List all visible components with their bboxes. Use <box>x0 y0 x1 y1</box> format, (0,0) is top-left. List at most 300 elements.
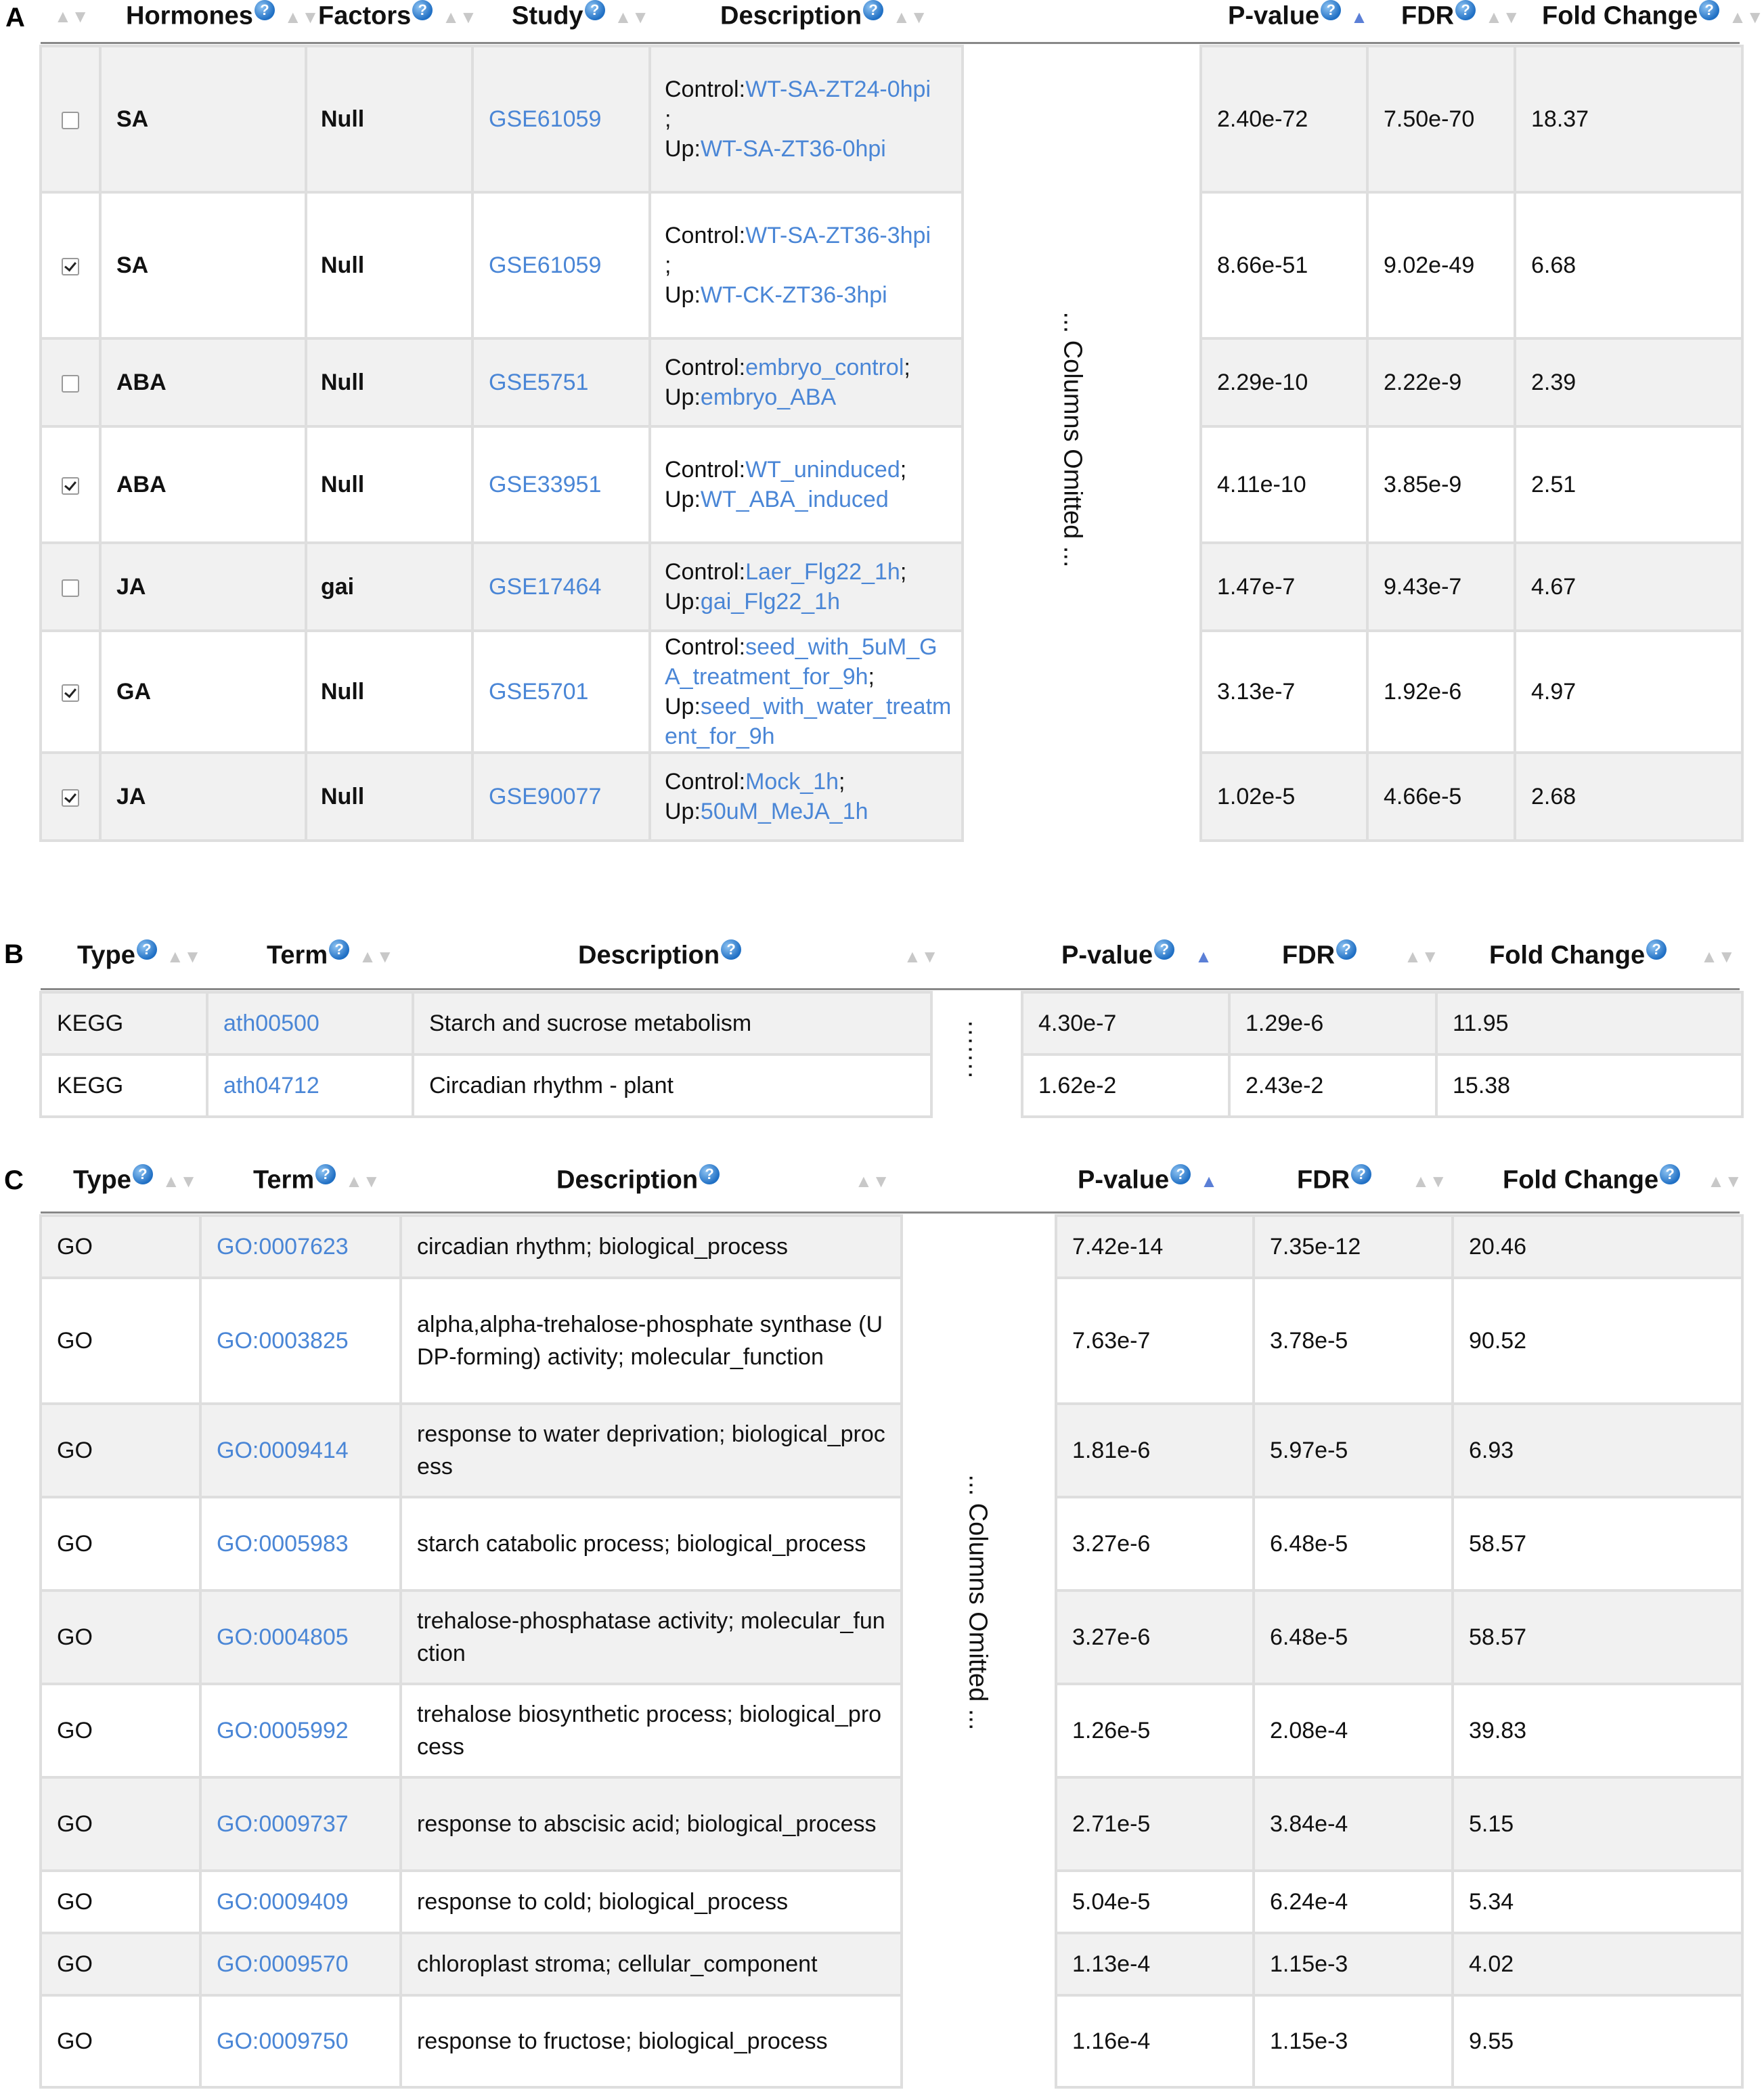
table-row <box>41 1684 1742 1777</box>
hormone-value: JA <box>116 783 146 809</box>
sort-icon: ▲▼ <box>1485 7 1520 28</box>
column-header-description[interactable]: Description ? ▲▼ <box>720 1 928 30</box>
sort-icon: ▲▼ <box>1412 1171 1447 1192</box>
term-cell <box>200 1278 401 1404</box>
type-cell <box>41 1684 200 1777</box>
type-cell <box>41 1404 200 1497</box>
hormone-value: ABA <box>116 369 167 395</box>
hormone-value: SA <box>116 106 149 132</box>
description-cell <box>401 1497 902 1591</box>
pvalue-cell <box>1056 1871 1254 1933</box>
description-cell <box>650 631 963 753</box>
help-icon[interactable]: ? <box>329 939 349 960</box>
table-row <box>41 1497 1742 1591</box>
fdr-cell <box>1367 192 1515 338</box>
help-icon[interactable]: ? <box>721 939 741 960</box>
fdr-value: 7.50e-70 <box>1384 106 1475 132</box>
header-divider <box>41 1211 1740 1214</box>
fdr-cell <box>1254 1216 1453 1278</box>
fdr-cell <box>1367 543 1515 631</box>
up-label: Up: <box>665 282 701 308</box>
omitted-columns-gap <box>931 992 1022 1117</box>
fdr-cell <box>1367 426 1515 543</box>
study-link[interactable]: GSE61059 <box>489 252 602 278</box>
help-icon[interactable]: ? <box>699 1164 720 1184</box>
table-row <box>41 1591 1742 1684</box>
fdr-value: 9.43e-7 <box>1384 573 1462 600</box>
fold-change-value: 9.55 <box>1469 2028 1514 2054</box>
table-row <box>41 1777 1742 1871</box>
up-sample-link[interactable]: gai_Flg22_1h <box>700 589 840 615</box>
description-cell <box>413 1054 931 1117</box>
pvalue-cell <box>1201 46 1367 192</box>
column-header-description[interactable]: Description ? ▲▼ <box>578 941 939 970</box>
description-cell <box>401 1404 902 1497</box>
term-link[interactable]: GO:0003825 <box>217 1327 349 1354</box>
control-label: Control: <box>665 76 746 102</box>
sort-icon: ▲▼ <box>1700 946 1736 967</box>
pvalue-cell <box>1056 1216 1254 1278</box>
row-checkbox[interactable] <box>62 375 79 393</box>
term-cell <box>200 1404 401 1497</box>
up-label: Up: <box>665 694 701 719</box>
control-sample-link[interactable]: WT-SA-ZT24-0hpi <box>745 76 931 102</box>
sort-icon: ▲▼ <box>1729 7 1764 28</box>
row-checkbox[interactable] <box>62 112 79 129</box>
panel-b-table <box>39 991 1744 1118</box>
description-cell <box>401 1933 902 1995</box>
row-checkbox[interactable] <box>62 579 79 597</box>
description-value: response to abscisic acid; biological_process <box>417 1811 877 1837</box>
separator-text: ; <box>904 355 910 380</box>
term-link[interactable]: GO:0007623 <box>217 1233 349 1260</box>
fdr-value: 6.48e-5 <box>1270 1624 1348 1650</box>
fold-change-cell <box>1453 1684 1742 1777</box>
fdr-value: 2.08e-4 <box>1270 1717 1348 1743</box>
fdr-cell <box>1367 46 1515 192</box>
help-icon[interactable]: ? <box>137 939 157 960</box>
table-row <box>41 753 1742 841</box>
pvalue-cell <box>1056 1497 1254 1591</box>
fdr-value: 1.15e-3 <box>1270 1951 1348 1977</box>
row-checkbox[interactable] <box>62 684 79 702</box>
pvalue-cell <box>1201 426 1367 543</box>
type-cell <box>41 1216 200 1278</box>
help-icon[interactable]: ? <box>1351 1164 1371 1184</box>
column-header-fold-change[interactable]: Fold Change ? ▲▼ <box>1489 941 1736 970</box>
header-divider <box>41 42 1740 44</box>
fold-change-value: 4.97 <box>1531 678 1576 705</box>
type-cell <box>41 1054 207 1117</box>
panel-c-table <box>39 1214 1744 2089</box>
fold-change-cell <box>1515 426 1742 543</box>
panel-c-header <box>41 1163 1740 1197</box>
description-value: circadian rhythm; biological_process <box>417 1234 789 1260</box>
term-cell <box>200 1591 401 1684</box>
type-cell <box>41 1871 200 1933</box>
term-link[interactable]: GO:0004805 <box>217 1624 349 1650</box>
study-link[interactable]: GSE61059 <box>489 106 602 132</box>
row-checkbox[interactable] <box>62 258 79 275</box>
type-value: GO <box>57 1888 93 1915</box>
fdr-cell <box>1254 1278 1453 1404</box>
factor-value: Null <box>321 471 365 497</box>
table-row <box>41 1216 1742 1278</box>
control-sample-link[interactable]: Laer_Flg22_1h <box>745 559 900 585</box>
row-select-cell <box>41 426 100 543</box>
column-header-study[interactable]: Study ? ▲▼ <box>512 1 650 30</box>
type-value: GO <box>57 1810 93 1837</box>
pvalue-cell <box>1056 1278 1254 1404</box>
fold-change-cell <box>1436 1054 1742 1117</box>
fold-change-value: 20.46 <box>1469 1233 1527 1260</box>
pvalue-cell <box>1056 1777 1254 1871</box>
up-label: Up: <box>665 589 701 615</box>
up-sample-link[interactable]: seed_with_water_treatment_for_9h <box>665 694 952 749</box>
pvalue-cell <box>1056 1404 1254 1497</box>
description-value: response to cold; biological_process <box>417 1889 789 1915</box>
panel-a-label: A <box>5 3 25 32</box>
term-link[interactable]: GO:0009570 <box>217 1951 349 1977</box>
help-icon[interactable]: ? <box>1170 1164 1191 1184</box>
study-link[interactable]: GSE17464 <box>489 573 602 600</box>
fold-change-value: 15.38 <box>1453 1072 1511 1098</box>
row-select-cell <box>41 543 100 631</box>
type-value: KEGG <box>57 1010 124 1036</box>
help-icon[interactable]: ? <box>315 1164 336 1184</box>
type-cell <box>41 1933 200 1995</box>
description-cell <box>413 992 931 1054</box>
sort-icon: ▲▼ <box>614 7 650 28</box>
term-link[interactable]: GO:0009737 <box>217 1810 349 1837</box>
up-sample-link[interactable]: 50uM_MeJA_1h <box>700 799 868 824</box>
row-checkbox[interactable] <box>62 789 79 807</box>
fdr-value: 3.84e-4 <box>1270 1810 1348 1837</box>
table-row <box>41 631 1742 753</box>
help-icon[interactable]: ? <box>1646 939 1667 960</box>
sort-icon: ▲▼ <box>904 946 939 967</box>
hormone-value: ABA <box>116 471 167 497</box>
term-link[interactable]: GO:0009409 <box>217 1888 349 1915</box>
fold-change-value: 58.57 <box>1469 1530 1527 1557</box>
term-link[interactable]: GO:0009750 <box>217 2028 349 2054</box>
pvalue-value: 7.42e-14 <box>1072 1233 1164 1260</box>
fdr-cell <box>1254 1497 1453 1591</box>
fold-change-value: 5.34 <box>1469 1888 1514 1915</box>
type-cell <box>41 1497 200 1591</box>
table-row <box>41 338 1742 426</box>
column-header-type[interactable]: Type ? ▲▼ <box>73 1165 198 1195</box>
type-cell <box>41 1278 200 1404</box>
term-link[interactable]: GO:0005992 <box>217 1717 349 1743</box>
column-header-fold-change[interactable]: Fold Change ? ▲▼ <box>1542 1 1764 30</box>
table-row <box>41 426 1742 543</box>
fold-change-cell <box>1515 631 1742 753</box>
row-select-cell <box>41 192 100 338</box>
study-cell <box>472 338 650 426</box>
table-row <box>41 1278 1742 1404</box>
column-header-term[interactable]: Term ? ▲▼ <box>267 941 394 970</box>
columns-omitted-label: ... Columns Omitted ... <box>963 1474 992 1731</box>
fdr-value: 1.15e-3 <box>1270 2028 1348 2054</box>
up-sample-link[interactable]: WT-SA-ZT36-0hpi <box>700 136 886 162</box>
column-header-fdr[interactable]: FDR ? ▲▼ <box>1401 1 1520 30</box>
pvalue-value: 5.04e-5 <box>1072 1888 1151 1915</box>
description-cell <box>401 1995 902 2087</box>
fold-change-value: 5.15 <box>1469 1810 1514 1837</box>
fdr-value: 2.22e-9 <box>1384 369 1462 395</box>
factor-cell <box>306 753 472 841</box>
panel-a-table <box>39 45 1744 842</box>
help-icon[interactable]: ? <box>1455 0 1476 20</box>
row-checkbox[interactable] <box>62 477 79 495</box>
sort-icon: ▲▼ <box>359 946 394 967</box>
pvalue-value: 1.62e-2 <box>1038 1072 1117 1098</box>
type-value: GO <box>57 1233 93 1260</box>
pvalue-cell <box>1022 992 1229 1054</box>
fold-change-value: 90.52 <box>1469 1327 1527 1354</box>
type-value: GO <box>57 2028 93 2054</box>
description-value: response to fructose; biological_process <box>417 2028 828 2054</box>
pvalue-value: 3.13e-7 <box>1217 678 1296 705</box>
factor-cell <box>306 192 472 338</box>
description-cell <box>650 543 963 631</box>
term-link[interactable]: ath04712 <box>223 1072 319 1098</box>
factor-value: Null <box>321 678 365 705</box>
table-row <box>41 1995 1742 2087</box>
separator-text: ; <box>900 559 907 585</box>
sort-icon: ▲▼ <box>1404 946 1439 967</box>
control-label: Control: <box>665 457 746 483</box>
row-select-cell <box>41 631 100 753</box>
term-cell <box>200 1871 401 1933</box>
factor-cell <box>306 631 472 753</box>
description-cell <box>401 1871 902 1933</box>
up-label: Up: <box>665 799 701 824</box>
fold-change-value: 39.83 <box>1469 1717 1527 1743</box>
study-cell <box>472 46 650 192</box>
type-value: GO <box>57 1624 93 1650</box>
fold-change-value: 4.67 <box>1531 573 1576 600</box>
fdr-value: 3.85e-9 <box>1384 471 1462 497</box>
fold-change-cell <box>1453 1777 1742 1871</box>
pvalue-cell <box>1056 1591 1254 1684</box>
fold-change-cell <box>1515 753 1742 841</box>
column-header-pvalue[interactable]: P-value ? ▲ <box>1078 1165 1218 1195</box>
description-value: Circadian rhythm - plant <box>429 1073 674 1098</box>
fold-change-cell <box>1453 1591 1742 1684</box>
help-icon[interactable]: ? <box>585 0 605 20</box>
fdr-value: 1.29e-6 <box>1245 1010 1324 1036</box>
term-link[interactable]: ath00500 <box>223 1010 319 1036</box>
column-header-fdr[interactable]: FDR ? ▲▼ <box>1282 941 1439 970</box>
study-link[interactable]: GSE90077 <box>489 783 602 809</box>
up-label: Up: <box>665 384 701 410</box>
term-cell <box>200 1684 401 1777</box>
fdr-cell <box>1367 753 1515 841</box>
type-cell <box>41 1591 200 1684</box>
term-link[interactable]: GO:0009414 <box>217 1437 349 1463</box>
sort-icon: ▲▼ <box>284 7 319 28</box>
table-row <box>41 1871 1742 1933</box>
sort-icon: ▲▼ <box>166 946 202 967</box>
hormone-cell <box>100 631 306 753</box>
factor-cell <box>306 338 472 426</box>
fdr-value: 9.02e-49 <box>1384 252 1475 278</box>
pvalue-cell <box>1201 338 1367 426</box>
header-divider <box>41 988 1740 990</box>
panel-c-label: C <box>4 1165 24 1195</box>
factor-value: Null <box>321 106 365 132</box>
description-cell <box>401 1684 902 1777</box>
sort-icon: ▲▼ <box>855 1171 890 1192</box>
hormone-cell <box>100 192 306 338</box>
description-cell <box>401 1591 902 1684</box>
control-sample-link[interactable]: WT-SA-ZT36-3hpi <box>745 223 931 248</box>
pvalue-value: 7.63e-7 <box>1072 1327 1151 1354</box>
fold-change-cell <box>1515 192 1742 338</box>
help-icon[interactable]: ? <box>1321 0 1341 20</box>
fold-change-value: 2.68 <box>1531 783 1576 809</box>
fdr-cell <box>1254 1404 1453 1497</box>
pvalue-cell <box>1022 1054 1229 1117</box>
control-label: Control: <box>665 355 746 380</box>
hormone-value: SA <box>116 252 149 278</box>
term-cell <box>207 1054 413 1117</box>
row-select-cell <box>41 753 100 841</box>
column-header-omitted-spacer <box>899 1163 1057 1197</box>
row-select-cell <box>41 46 100 192</box>
control-sample-link[interactable]: embryo_control <box>745 355 904 380</box>
fold-change-cell <box>1453 1995 1742 2087</box>
control-label: Control: <box>665 223 746 248</box>
fdr-cell <box>1229 992 1436 1054</box>
separator-text: ; <box>900 457 907 483</box>
column-header-hormones[interactable]: Hormones ? ▲▼ <box>126 1 319 30</box>
help-icon[interactable]: ? <box>1336 939 1357 960</box>
fold-change-cell <box>1453 1278 1742 1404</box>
hormone-cell <box>100 426 306 543</box>
sort-icon: ▲▼ <box>893 7 928 28</box>
control-sample-link[interactable]: WT_uninduced <box>745 457 900 483</box>
hormone-cell <box>100 753 306 841</box>
term-link[interactable]: GO:0005983 <box>217 1530 349 1557</box>
control-sample-link[interactable]: Mock_1h <box>745 769 839 795</box>
sort-asc-icon: ▲ <box>1195 946 1212 967</box>
fdr-value: 3.78e-5 <box>1270 1327 1348 1354</box>
column-header-type[interactable]: Type ? ▲▼ <box>77 941 202 970</box>
term-cell <box>200 1216 401 1278</box>
up-sample-link[interactable]: embryo_ABA <box>700 384 837 410</box>
pvalue-cell <box>1056 1684 1254 1777</box>
type-value: GO <box>57 1530 93 1557</box>
help-icon[interactable]: ? <box>412 0 433 20</box>
column-header-select[interactable] <box>41 0 99 31</box>
column-header-fold-change[interactable]: Fold Change ? ▲▼ <box>1503 1165 1742 1195</box>
column-header-fdr[interactable]: FDR ? ▲▼ <box>1297 1165 1447 1195</box>
type-value: GO <box>57 1951 93 1977</box>
pvalue-value: 4.11e-10 <box>1217 471 1306 497</box>
pvalue-value: 1.26e-5 <box>1072 1717 1151 1743</box>
help-icon[interactable]: ? <box>1154 939 1174 960</box>
description-cell <box>650 46 963 192</box>
pvalue-cell <box>1201 631 1367 753</box>
term-cell <box>200 1777 401 1871</box>
separator-text: ; <box>665 252 671 278</box>
hormone-value: GA <box>116 678 151 705</box>
fdr-cell <box>1254 1871 1453 1933</box>
description-cell <box>401 1777 902 1871</box>
pvalue-value: 2.40e-72 <box>1217 106 1308 132</box>
column-header-term[interactable]: Term ? ▲▼ <box>253 1165 380 1195</box>
study-link[interactable]: GSE5751 <box>489 369 589 395</box>
fold-change-value: 2.51 <box>1531 471 1576 497</box>
description-value: trehalose-phosphatase activity; molecular_function <box>417 1608 885 1666</box>
separator-text: ; <box>665 106 671 132</box>
table-row <box>41 1054 1742 1117</box>
table-row <box>41 46 1742 192</box>
separator-text: ; <box>868 664 875 690</box>
up-sample-link[interactable]: WT-CK-ZT36-3hpi <box>700 282 887 308</box>
pvalue-value: 1.02e-5 <box>1217 783 1296 809</box>
hormone-cell <box>100 46 306 192</box>
column-header-omitted-spacer <box>931 938 1021 972</box>
study-link[interactable]: GSE33951 <box>489 471 602 497</box>
help-icon[interactable]: ? <box>1660 1164 1680 1184</box>
column-header-factors[interactable]: Factors ? ▲▼ <box>318 1 477 30</box>
pvalue-value: 8.66e-51 <box>1217 252 1308 278</box>
factor-cell <box>306 46 472 192</box>
study-link[interactable]: GSE5701 <box>489 678 589 705</box>
fold-change-cell <box>1515 338 1742 426</box>
term-cell <box>200 1933 401 1995</box>
up-sample-link[interactable]: WT_ABA_induced <box>700 487 889 512</box>
fdr-cell <box>1254 1684 1453 1777</box>
panel-a-header <box>41 0 1764 31</box>
help-icon[interactable]: ? <box>863 0 883 20</box>
description-cell <box>650 192 963 338</box>
sort-icon: ▲▼ <box>345 1171 380 1192</box>
term-cell <box>200 1995 401 2087</box>
study-cell <box>472 426 650 543</box>
column-header-pvalue[interactable]: P-value ? ▲ <box>1061 941 1212 970</box>
pvalue-value: 1.47e-7 <box>1217 573 1296 600</box>
help-icon[interactable]: ? <box>255 0 275 20</box>
fold-change-cell <box>1453 1497 1742 1591</box>
fold-change-value: 11.95 <box>1453 1010 1509 1036</box>
columns-omitted-label: ... Columns Omitted ... <box>1058 311 1087 568</box>
up-label: Up: <box>665 136 701 162</box>
sort-icon: ▲▼ <box>54 5 89 26</box>
help-icon[interactable]: ? <box>1699 0 1719 20</box>
description-value: response to water deprivation; biological_process <box>417 1421 885 1480</box>
control-sample-link[interactable]: seed_with_5uM_GA_treatment_for_9h <box>665 634 938 690</box>
control-label: Control: <box>665 634 746 660</box>
pvalue-value: 2.71e-5 <box>1072 1810 1151 1837</box>
hormone-cell <box>100 543 306 631</box>
column-header-pvalue[interactable]: P-value ? ▲ <box>1228 1 1368 30</box>
table-row <box>41 192 1742 338</box>
table-row <box>41 1404 1742 1497</box>
column-header-omitted-spacer <box>963 0 1201 31</box>
pvalue-value: 1.16e-4 <box>1072 2028 1151 2054</box>
fold-change-value: 58.57 <box>1469 1624 1527 1650</box>
column-header-description[interactable]: Description ? ▲▼ <box>556 1165 890 1195</box>
pvalue-value: 3.27e-6 <box>1072 1530 1151 1557</box>
fdr-cell <box>1367 338 1515 426</box>
help-icon[interactable]: ? <box>133 1164 153 1184</box>
control-label: Control: <box>665 769 746 795</box>
